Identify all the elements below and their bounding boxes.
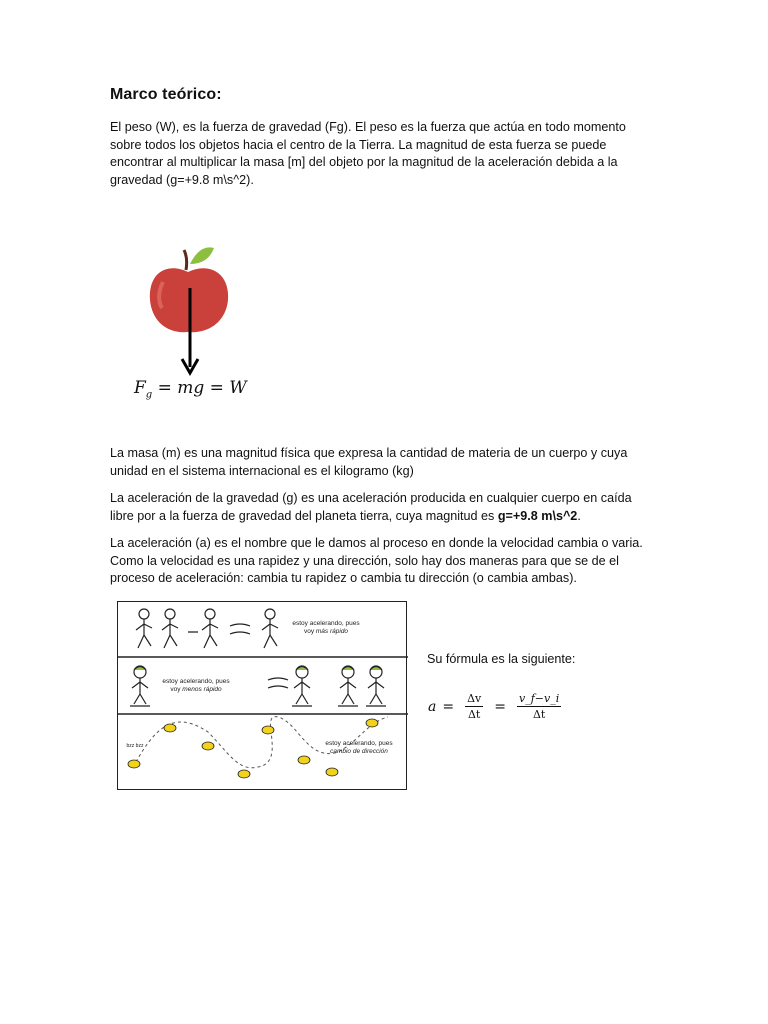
section-heading: Marco teórico: [110, 86, 222, 103]
acceleration-formula: a = $\frac{\Delta v}{\Delta t}$ = $\frac{v\_f-v\_i}{\Delta t}$ [428, 692, 560, 721]
paragraph-acceleration: La aceleración (a) es el nombre que le damos al proceso en donde la velocidad cambia o varia. Como la velocidad es una rapidez y una dirección, solo hay dos maneras para que se de el proceso de aceleración: cambia tu rapidez o cambia tu dirección (o cambia ambas). [110, 536, 643, 586]
paragraph-weight: El peso (W), es la fuerza de gravedad (Fg). El peso es la fuerza que actúa en todo momento sobre todos los objetos hacia el centro de la Tierra. La magnitud de esta fuerza se puede encontrar al multiplicar la masa [m] del objeto por la magnitud de la aceleración debida a la gravedad (g=+9.8 m\s^2). [110, 120, 626, 187]
bee-sound: bzz bzz [126, 743, 144, 749]
panel2-caption: estoy acelerando, pues voy menos rápido [162, 678, 230, 693]
comic-drawing [118, 602, 408, 791]
formula-label: Su fórmula es la siguiente: [427, 652, 576, 666]
panel1-caption: estoy acelerando, pues voy más rápido [292, 620, 360, 635]
panel3-caption: estoy acelerando, pues cambio de dirección [325, 740, 393, 755]
weight-formula: $F_g$ = mg = W [134, 378, 247, 401]
paragraph-mass: La masa (m) es una magnitud física que expresa la cantidad de materia de un cuerpo y cuya unidad en el sistema internacional es el kilogramo (kg) [110, 446, 628, 478]
paragraph-gravity: La aceleración de la gravedad (g) es una aceleración producida en cualquier cuerpo en caída libre por a la fuerza de gravedad del planeta tierra, cuya magnitud es g=+9.8 m\s^2. [110, 491, 632, 523]
runner-figures [136, 609, 278, 648]
leaf-icon [190, 247, 214, 264]
acceleration-comic [117, 601, 407, 790]
